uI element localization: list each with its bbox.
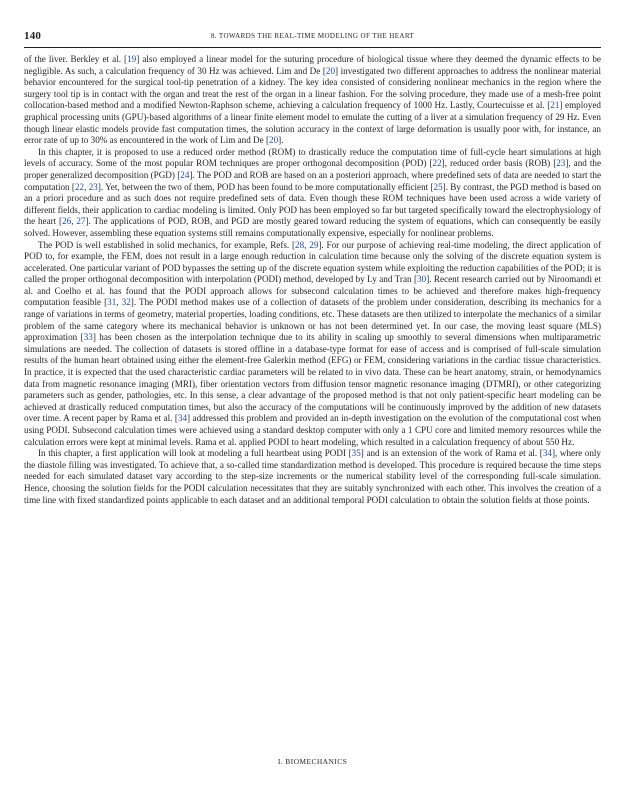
paragraph-text: ]. Yet, between the two of them, POD has been found to be more computationally efficient [ <box>97 181 434 192</box>
paragraph-text: ], reduced order basis (ROB) [ <box>441 158 557 169</box>
paragraph-text: ]. The PODI method makes use of a collection of datasets of the problem under consideration, describing its mechanics for a range of variations in terms of geometry, material properties, loading conditions, etc. These datasets are then utilized to interpolate the mechanics of a similar problem of the same category where its mechanical behavior is unknown or has not been determined yet. In our case, the moving least square (MLS) approximation [ <box>24 297 601 343</box>
paragraph-text: of the liver. Berkley et al. [ <box>24 54 128 64</box>
paragraph-text: In this chapter, a first application will look at modeling a full heartbeat using PODI [ <box>38 448 352 459</box>
paragraph-text: ] also employed a linear model for the suturing procedure of biological tissue where they deemed the dynamic effects to be negligible. As such, a calculation frequency of 30 Hz was achieved. Lim and De [ <box>24 54 601 76</box>
paragraph-text: ] employed graphical processing units (GPU)-based algorithms of a linear finite element model to emulate the cutting of a liver at a simulation frequency of 29 Hz. Even though linear elastic models provide fast computation times, the solution accuracy in the context of large deformation is usually poor with, for instance, an error rate of up to 30% as encountered in the work of Lim and De [ <box>24 100 601 146</box>
paragraph <box>24 448 601 506</box>
reference-link[interactable]: 23 <box>556 158 566 169</box>
paragraph-text: ]. The POD and ROB are based on an a posteriori approach, where predefined sets of data are needed to start the computation [ <box>24 169 602 192</box>
page-header <box>24 30 601 46</box>
reference-link[interactable]: 21 <box>550 100 560 111</box>
reference-link[interactable]: 27 <box>76 216 86 227</box>
paragraph-text: , <box>116 297 122 308</box>
reference-link[interactable]: 20 <box>269 135 279 146</box>
paragraph-text: ]. Recent research carried out by Niroomandi et al. and Coelho et al. has found that the PODI approach allows for subsecond calculation times to be achieved and therefore makes high-frequency computation feasible [ <box>24 274 602 308</box>
header-rule <box>24 47 601 48</box>
paragraph-text: ], and the proper generalized decomposition (PGD) [ <box>24 158 601 180</box>
reference-link[interactable]: 23 <box>88 181 98 192</box>
reference-link[interactable]: 28 <box>295 239 305 250</box>
reference-link[interactable]: 25 <box>433 181 443 192</box>
paragraph-text: , <box>304 239 310 250</box>
reference-link[interactable]: 22 <box>74 181 85 192</box>
paragraph-text: , <box>71 216 77 227</box>
reference-link[interactable]: 30 <box>417 274 427 285</box>
paragraph-text: ] and is an extension of the work of Rama et al. [ <box>360 448 543 459</box>
paragraph-text: ]. The applications of POD, ROB, and PGD are mostly geared toward reducing the system of equations, which can consequently be easily solved. However, assembling these equation systems still remains computationally expensive, especially for nonlinear problems. <box>24 216 601 238</box>
reference-link[interactable]: 19 <box>127 54 137 64</box>
paragraph-text: ]. By contrast, the PGD method is based on an a priori procedure and as such does not require predefined sets of data. Even though these ROM techniques have been used across a wide variety of different fields, their application to cardiac modeling is limited. Only POD has been employed so far but targeted specifically toward the electrophysiology of the heart [ <box>24 181 602 227</box>
reference-link[interactable]: 35 <box>351 448 361 459</box>
reference-link[interactable]: 34 <box>177 413 188 424</box>
paragraph <box>24 240 601 449</box>
paragraph-text: ], where only the diastole filling was investigated. To achieve that, a so-called time standardization method is developed. This procedure is required because the time steps needed for each simulated dataset vary according to the step-size increments or the numerical stability level of the corresponding full-scale simulation. Hence, choosing the solution fields for the PODI calculation necessitates that they are suitably synchronized with each other. This involves the creation of a time line with fixed standardized points applicable to each dataset and an additional temporal PODI calculation to obtain the solution fields at those points. <box>24 448 601 505</box>
paragraph <box>24 54 601 147</box>
reference-link[interactable]: 20 <box>325 65 336 76</box>
reference-link[interactable]: 33 <box>83 332 93 343</box>
paragraph-text: ]. For our purpose of achieving real-time modeling, the direct application of POD to, for example, the FEM, does not result in a large enough reduction in calculation time because only the solving of the discrete equation system is accelerated. One particular variant of POD bypasses the setting up of the discrete equation system while exploiting the reduction capabilities of the POD; it is called the proper orthogonal decomposition with interpolation (PODI) method, developed by Ly and Tran [ <box>24 239 601 285</box>
reference-link[interactable]: 24 <box>180 169 190 180</box>
running-head: 8. TOWARDS THE REAL-TIME MODELING OF THE HEART <box>210 32 415 40</box>
paragraph-text: , <box>84 181 89 192</box>
reference-link[interactable]: 34 <box>542 448 552 459</box>
paragraph-text: ]. <box>278 135 284 146</box>
reference-link[interactable]: 26 <box>62 216 72 227</box>
reference-link[interactable]: 32 <box>121 297 131 308</box>
paragraph-text: ] investigated two different approaches to address the nonlinear material behavior encountered for the surgical tool-tip penetration of a kidney. The key idea consisted of considering nonlinear mechanics in the region where the surgery tool tip is in contact with the organ and treat the rest of the organ in a linear fashion. For the solving procedure, they made use of a mesh-free point collocation-based method and a modified Newton-Raphson scheme, achieving a calculation frequency of 1000 Hz. Lastly, Courtecuisse et al. [ <box>24 65 601 111</box>
body-text <box>24 54 601 506</box>
paragraph-text: ] addressed this problem and provided an in-depth investigation on the evolution of the computational cost when using PODI. Subsecond calculation times were achieved using a standard desktop computer with only a 1 CPU core and limited memory resources while the calculation errors were kept at minimal levels. Rama et al. applied PODI to heart modeling, which resulted in a calculation frequency of about 550 Hz. <box>24 413 601 447</box>
page-footer: I. BIOMECHANICS <box>277 757 348 766</box>
paragraph-text: The POD is well established in solid mechanics, for example, Refs. [ <box>38 239 296 250</box>
paragraph <box>24 147 601 240</box>
reference-link[interactable]: 22 <box>432 158 442 169</box>
paragraph-text: ] has been chosen as the interpolation technique due to its ability in scaling up smoothly to several dimensions when multiparametric simulations are needed. The collection of datasets is stored offline in a database-type format for ease of access and is comprised of full-scale simulation results of the human heart obtained using either the element-free Galerkin method (EFG) or FEM, considering variations in the cardiac tissue characteristics. In practice, it is expected that the used characteristic cardiac parameters will be related to in vivo data. These can be heart anatomy, strain, or hemodynamics data from magnetic resonance imaging (MRI), fiber orientation vectors from diffusion tensor magnetic resonance imaging (DTMRI), or other categorizing parameters such as gender, pathologies, etc. In this sense, a clear advantage of the proposed method is that not only patient-specific heart modeling can be achieved at drastically reduced computation times, but also the accuracy of the computations will be continuously improved by the addition of new datasets over time. A recent paper by Rama et al. [ <box>24 332 601 424</box>
reference-link[interactable]: 31 <box>107 297 117 308</box>
reference-link[interactable]: 29 <box>309 239 319 250</box>
page-number: 140 <box>24 30 42 42</box>
paragraph-text: In this chapter, it is proposed to use a reduced order method (ROM) to drastically reduce the computation time of full-cycle heart simulations at high levels of accuracy. Some of the most popular ROM techniques are proper orthogonal decomposition (POD) [ <box>24 146 601 169</box>
